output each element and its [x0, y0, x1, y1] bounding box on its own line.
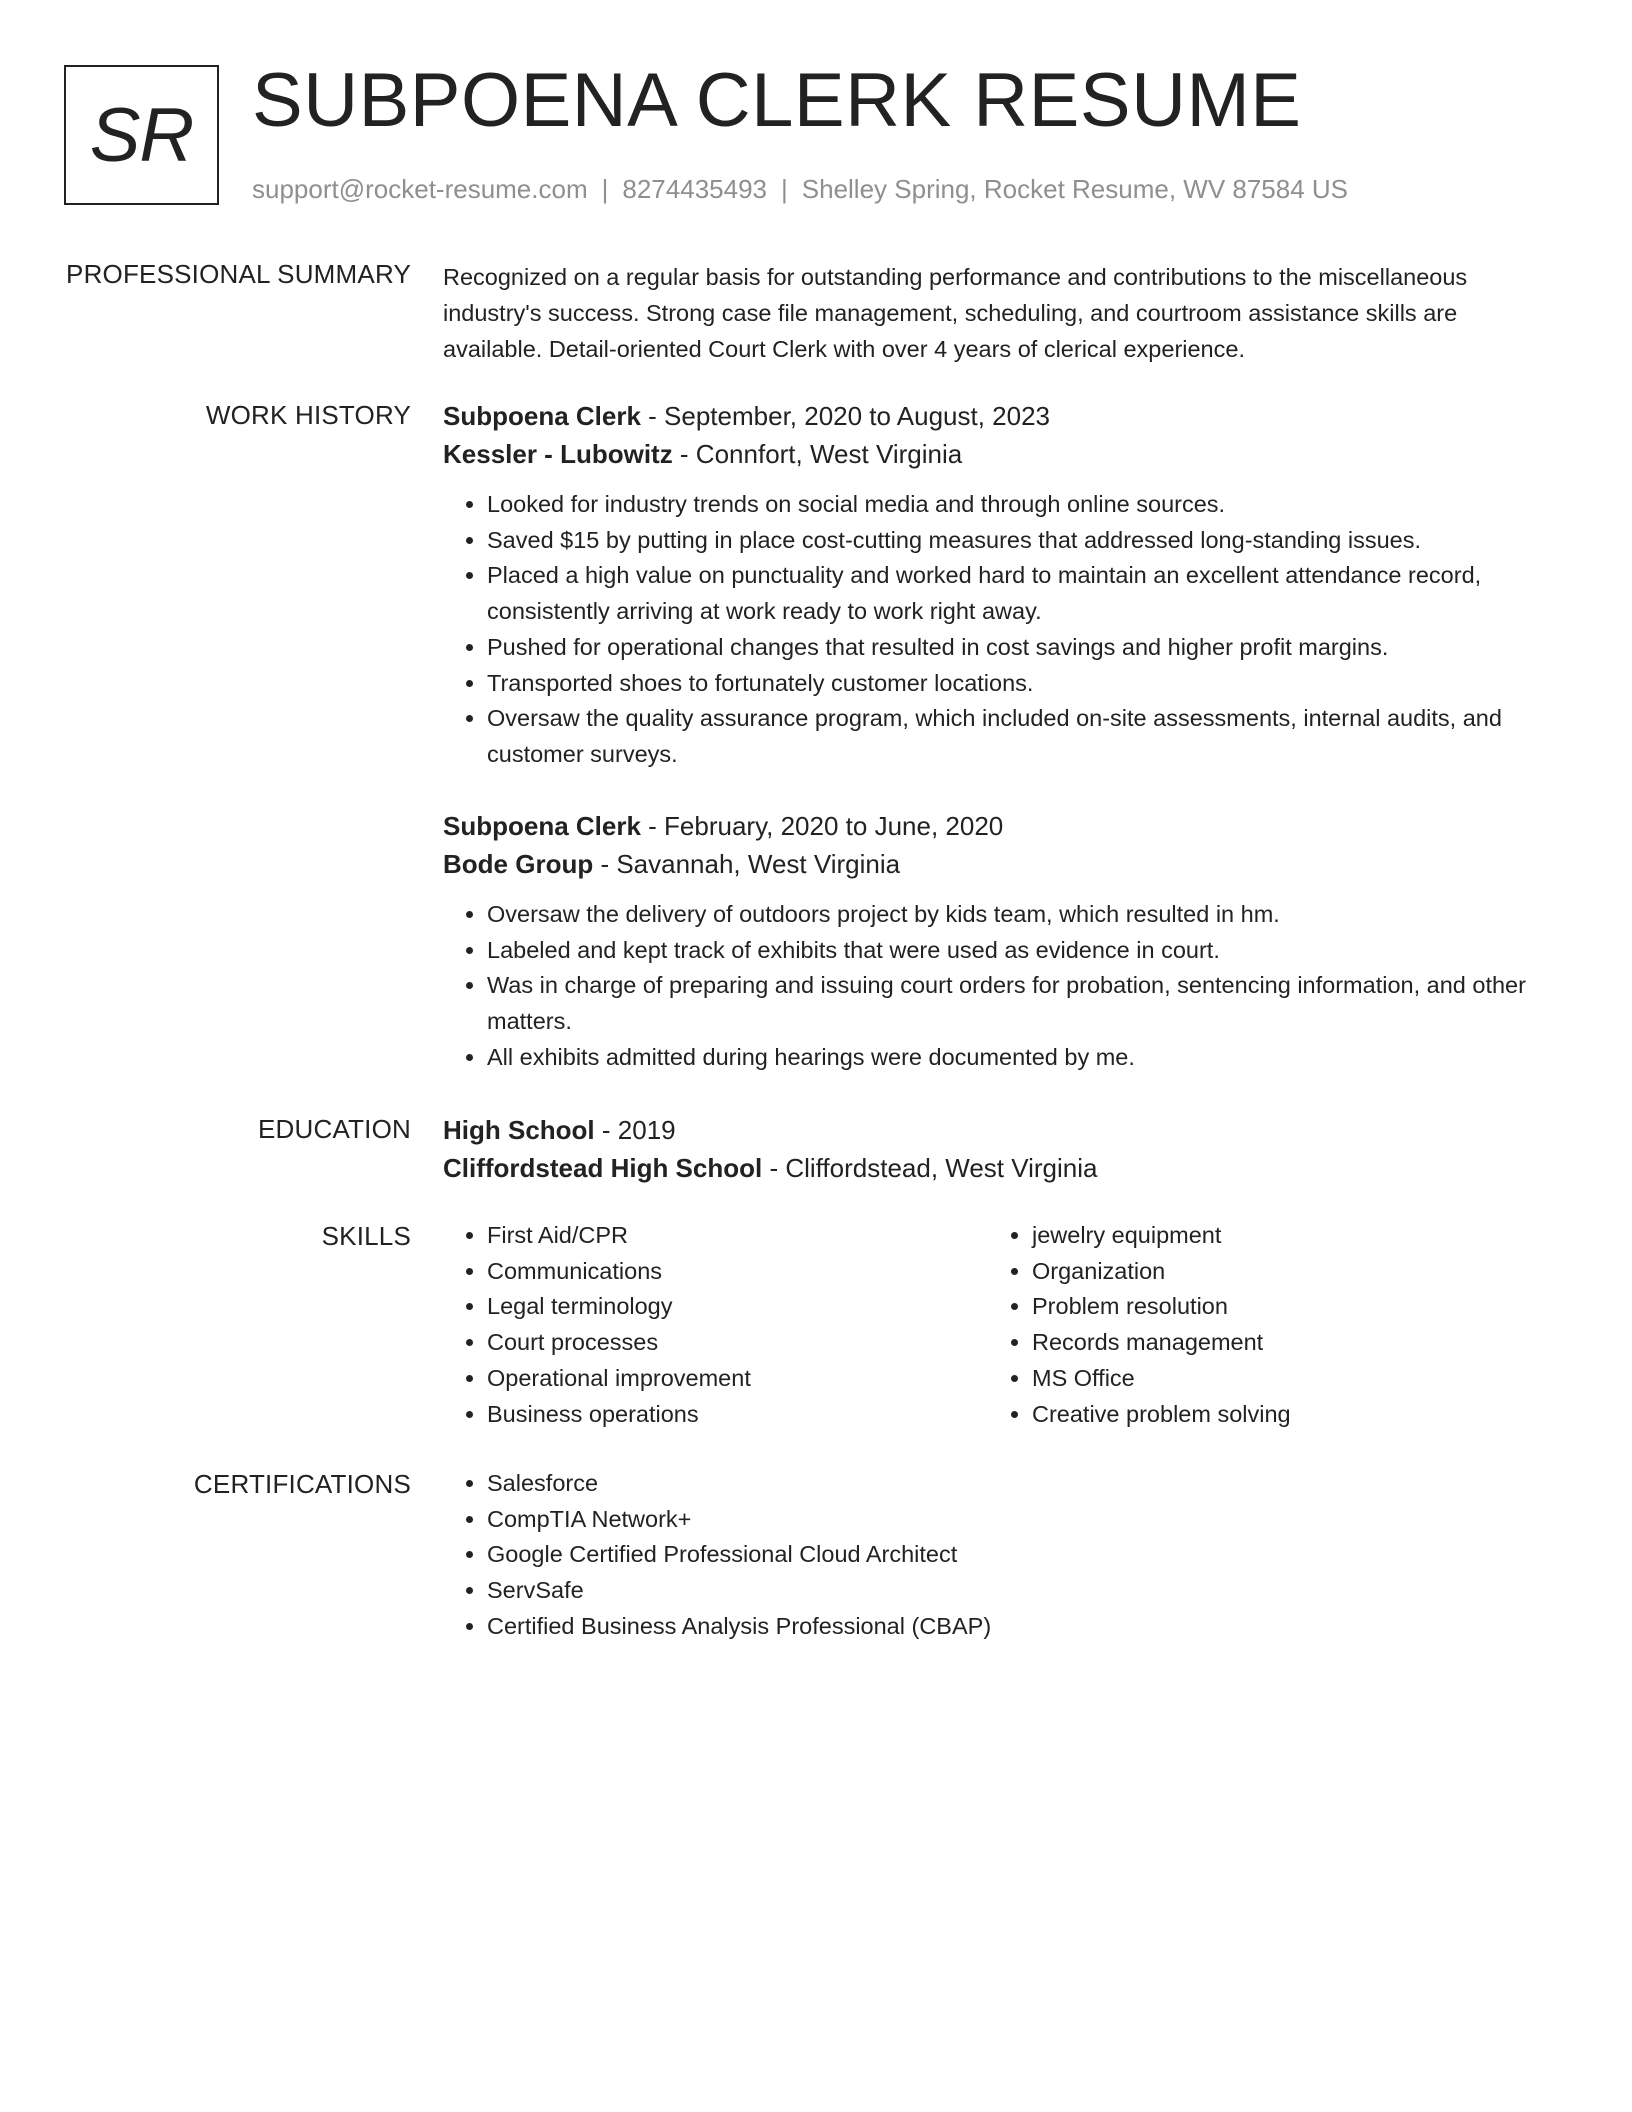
job-company: Bode Group [443, 849, 594, 879]
job-dates: - February, 2020 to June, 2020 [640, 811, 1004, 841]
list-item: • Saved $15 by putting in place cost-cutting measures that addressed long-standing issues. [487, 523, 1553, 559]
job-bullets [443, 897, 1553, 1076]
job-location: - Connfort, West Virginia [672, 439, 963, 469]
skills-body [443, 1218, 1553, 1432]
job-company: Kessler - Lubowitz [443, 439, 673, 469]
list-item: • ServSafe [487, 1573, 1553, 1609]
list-item: • Records management [1032, 1325, 1533, 1361]
contact-line [252, 171, 1348, 207]
list-item: • Legal terminology [487, 1289, 988, 1325]
section-label-education: EDUCATION [258, 1114, 411, 1144]
list-item: • Was in charge of preparing and issuing court orders for probation, sentencing information, and other matters. [487, 968, 1553, 1039]
education-body [443, 1111, 1553, 1187]
contact-email[interactable]: support@rocket-resume.com [252, 174, 588, 204]
list-item: • CompTIA Network+ [487, 1502, 1553, 1538]
job-company-line [443, 435, 1553, 473]
summary-text: Recognized on a regular basis for outstanding performance and contributions to the miscellaneous industry's success. Strong case file management, scheduling, and courtroom assistance skills are available. Detail-oriented Court Clerk with over 4 years of clerical experience. [443, 264, 1468, 362]
education-degree-line [443, 1111, 1553, 1149]
education-school-line [443, 1149, 1553, 1187]
list-item: • Labeled and kept track of exhibits that were used as evidence in court. [487, 933, 1553, 969]
list-item: • All exhibits admitted during hearings were documented by me. [487, 1040, 1553, 1076]
summary-body [443, 259, 1553, 367]
skills-list-right [988, 1218, 1533, 1432]
list-item: • Creative problem solving [1032, 1397, 1533, 1433]
job-bullets [443, 487, 1553, 773]
list-item: • Oversaw the quality assurance program, which included on-site assessments, internal audits, and customer surveys. [487, 701, 1553, 772]
section-label-skills: SKILLS [321, 1221, 411, 1251]
list-item: • Pushed for operational changes that resulted in cost savings and higher profit margins. [487, 630, 1553, 666]
list-item: • Certified Business Analysis Professional (CBAP) [487, 1609, 1553, 1645]
skills-columns [443, 1218, 1553, 1432]
list-item: • Google Certified Professional Cloud Architect [487, 1537, 1553, 1573]
list-item: • Oversaw the delivery of outdoors project by kids team, which resulted in hm. [487, 897, 1553, 933]
list-item: • Problem resolution [1032, 1289, 1533, 1325]
list-item: • Transported shoes to fortunately customer locations. [487, 666, 1553, 702]
certifications-body [443, 1466, 1553, 1645]
job-title: Subpoena Clerk [443, 811, 641, 841]
work-history-body [443, 397, 1553, 1070]
contact-separator: | [781, 174, 788, 204]
education-degree: High School [443, 1115, 595, 1145]
contact-phone[interactable]: 8274435493 [622, 174, 767, 204]
resume-title: SUBPOENA CLERK RESUME [252, 58, 1302, 143]
section-label-work-history: WORK HISTORY [205, 400, 411, 430]
contact-separator: | [601, 174, 609, 204]
list-item: • Looked for industry trends on social media and through online sources. [487, 487, 1553, 523]
list-item: • Business operations [487, 1397, 988, 1433]
list-item: • Organization [1032, 1254, 1533, 1290]
job-entry [443, 397, 1553, 773]
section-label-summary: PROFESSIONAL SUMMARY [66, 259, 411, 289]
certifications-list [443, 1466, 1553, 1645]
list-item: • MS Office [1032, 1361, 1533, 1397]
education-year: - 2019 [594, 1115, 676, 1145]
skills-list-left [443, 1218, 988, 1432]
list-item: • Placed a high value on punctuality and worked hard to maintain an excellent attendance record, consistently arriving at work ready to work right away. [487, 558, 1553, 629]
list-item: • jewelry equipment [1032, 1218, 1533, 1254]
list-item: • Salesforce [487, 1466, 1553, 1502]
job-entry [443, 807, 1553, 1076]
job-title-line [443, 807, 1553, 845]
job-dates: - September, 2020 to August, 2023 [640, 401, 1051, 431]
contact-address: Shelley Spring, Rocket Resume, WV 87584 US [801, 174, 1349, 204]
monogram: SR [64, 65, 219, 205]
education-school: Cliffordstead High School [443, 1153, 763, 1183]
list-item: • First Aid/CPR [487, 1218, 988, 1254]
job-title-line [443, 397, 1553, 435]
job-title: Subpoena Clerk [443, 401, 641, 431]
job-company-line [443, 845, 1553, 883]
list-item: • Operational improvement [487, 1361, 988, 1397]
list-item: • Court processes [487, 1325, 988, 1361]
section-label-certifications: CERTIFICATIONS [193, 1469, 411, 1499]
education-location: - Cliffordstead, West Virginia [762, 1153, 1098, 1183]
list-item: • Communications [487, 1254, 988, 1290]
job-location: - Savannah, West Virginia [593, 849, 901, 879]
